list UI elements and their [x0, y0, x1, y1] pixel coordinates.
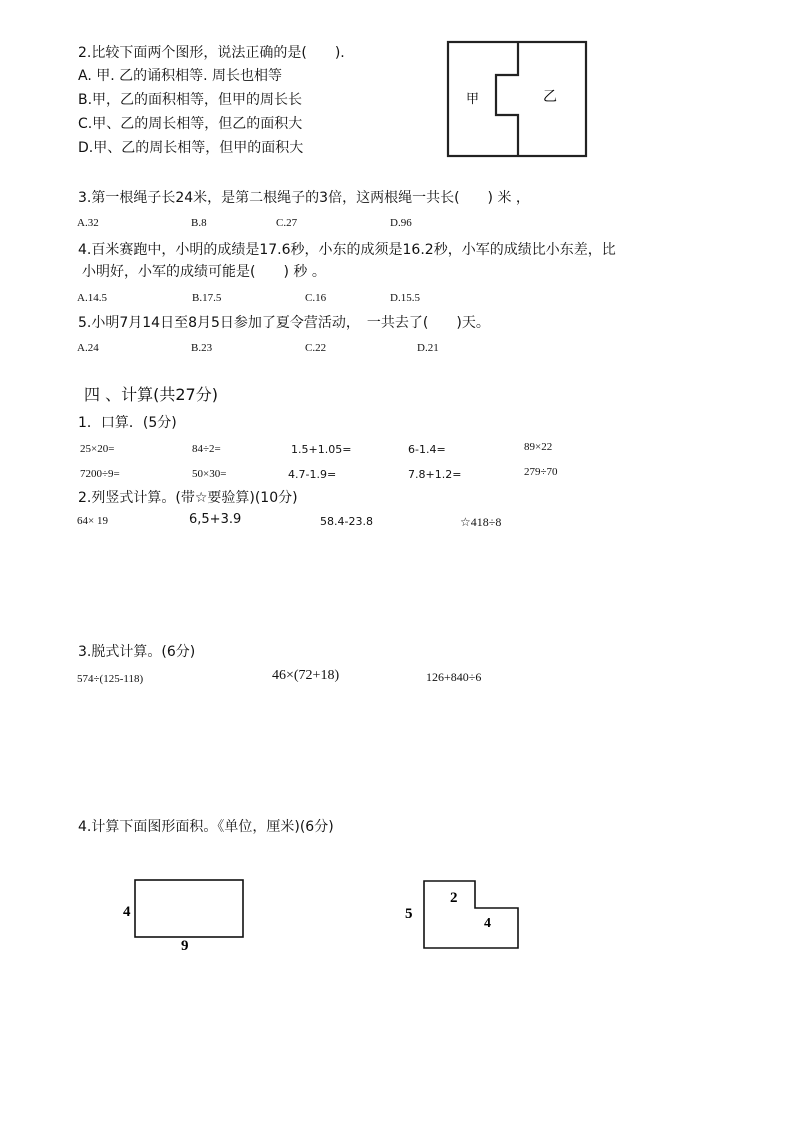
area-rectangle	[135, 880, 243, 937]
q2-figure	[446, 40, 588, 158]
vertical-item-4: ☆418÷8	[460, 515, 502, 529]
rect-height-label: 4	[123, 904, 131, 920]
area-lshape-figure	[395, 875, 530, 957]
q4-option-a: A.14.5	[77, 292, 107, 304]
q5-option-c: C.22	[305, 342, 327, 354]
vertical-item-3: 58.4-23.8	[320, 515, 373, 528]
oral-r1-3: 1.5+1.05=	[291, 443, 352, 456]
lshape-height-label: 5	[405, 906, 413, 922]
q2-figure-left-label: 甲	[466, 91, 480, 106]
oral-r1-1: 25×20=	[80, 443, 115, 455]
q5-stem: 5.小明7月14日至8月5日参加了夏令营活动， 一共去了( )天。	[78, 315, 490, 331]
q4-option-c: C.16	[305, 292, 327, 304]
vertical-title: 2.列竖式计算。(带☆要验算)(10分)	[78, 490, 298, 506]
area-title: 4.计算下面图形面积。《单位，厘米)(6分)	[78, 819, 334, 835]
stepwise-item-3: 126+840÷6	[426, 670, 482, 684]
oral-r1-2: 84÷2=	[192, 443, 221, 455]
q3-option-d: D.96	[390, 217, 412, 229]
oral-r2-5: 279÷70	[524, 466, 558, 478]
q3-stem: 3.第一根绳子长24米，是第二根绳子的3倍，这两根绳一共长( ) 米 ，	[78, 190, 530, 206]
q3-option-c: C.27	[276, 217, 298, 229]
q5-option-a: A.24	[77, 342, 99, 354]
stepwise-title: 3.脱式计算。(6分)	[78, 644, 196, 660]
q4-option-b: B.17.5	[192, 292, 222, 304]
lshape-bottom-label: 4	[484, 916, 491, 931]
q3-option-b: B.8	[191, 217, 207, 229]
stepwise-item-2: 46×(72+18)	[272, 668, 340, 683]
oral-r1-4: 6-1.4=	[408, 443, 446, 456]
q2-option-d: D.甲、乙的周长相等，但甲的面积大	[78, 140, 304, 156]
rect-width-label: 9	[181, 938, 189, 954]
vertical-item-2: 6,5+3.9	[189, 512, 242, 527]
q3-option-a: A.32	[77, 217, 99, 229]
q2-figure-divider	[496, 42, 518, 156]
oral-r2-1: 7200÷9=	[80, 468, 120, 480]
q2-option-a: A. 甲. 乙的诵积相等. 周长也相等	[78, 68, 283, 84]
area-rectangle-figure	[115, 875, 255, 957]
vertical-item-1: 64× 19	[77, 515, 108, 527]
q5-option-d: D.21	[417, 342, 439, 354]
q4-line-1: 4.百米赛跑中，小明的成绩是17.6秒，小东的成须是16.2秒，小军的成绩比小东差，比	[78, 242, 616, 258]
q4-option-d: D.15.5	[390, 292, 420, 304]
section-4-title: 四 、计算(共27分)	[84, 385, 218, 404]
q5-option-b: B.23	[191, 342, 213, 354]
area-lshape	[424, 881, 518, 948]
oral-title: 1．口算．(5分)	[78, 415, 177, 431]
q4-line-2: 小明好，小军的成绩可能是( ) 秒 。	[82, 264, 326, 280]
q2-figure-right-label: 乙	[543, 90, 557, 105]
oral-r1-5: 89×22	[524, 441, 553, 453]
oral-r2-2: 50×30=	[192, 468, 227, 480]
lshape-top-label: 2	[450, 890, 458, 906]
q2-option-c: C.甲、乙的周长相等，但乙的面积大	[78, 116, 303, 132]
stepwise-item-1: 574÷(125-118)	[77, 673, 144, 685]
oral-r2-4: 7.8+1.2=	[408, 468, 462, 481]
q2-stem: 2.比较下面两个图形，说法正确的是( ).	[78, 45, 345, 61]
oral-r2-3: 4.7-1.9=	[288, 468, 337, 481]
q2-option-b: B.甲，乙的面积相等，但甲的周长长	[78, 92, 303, 108]
